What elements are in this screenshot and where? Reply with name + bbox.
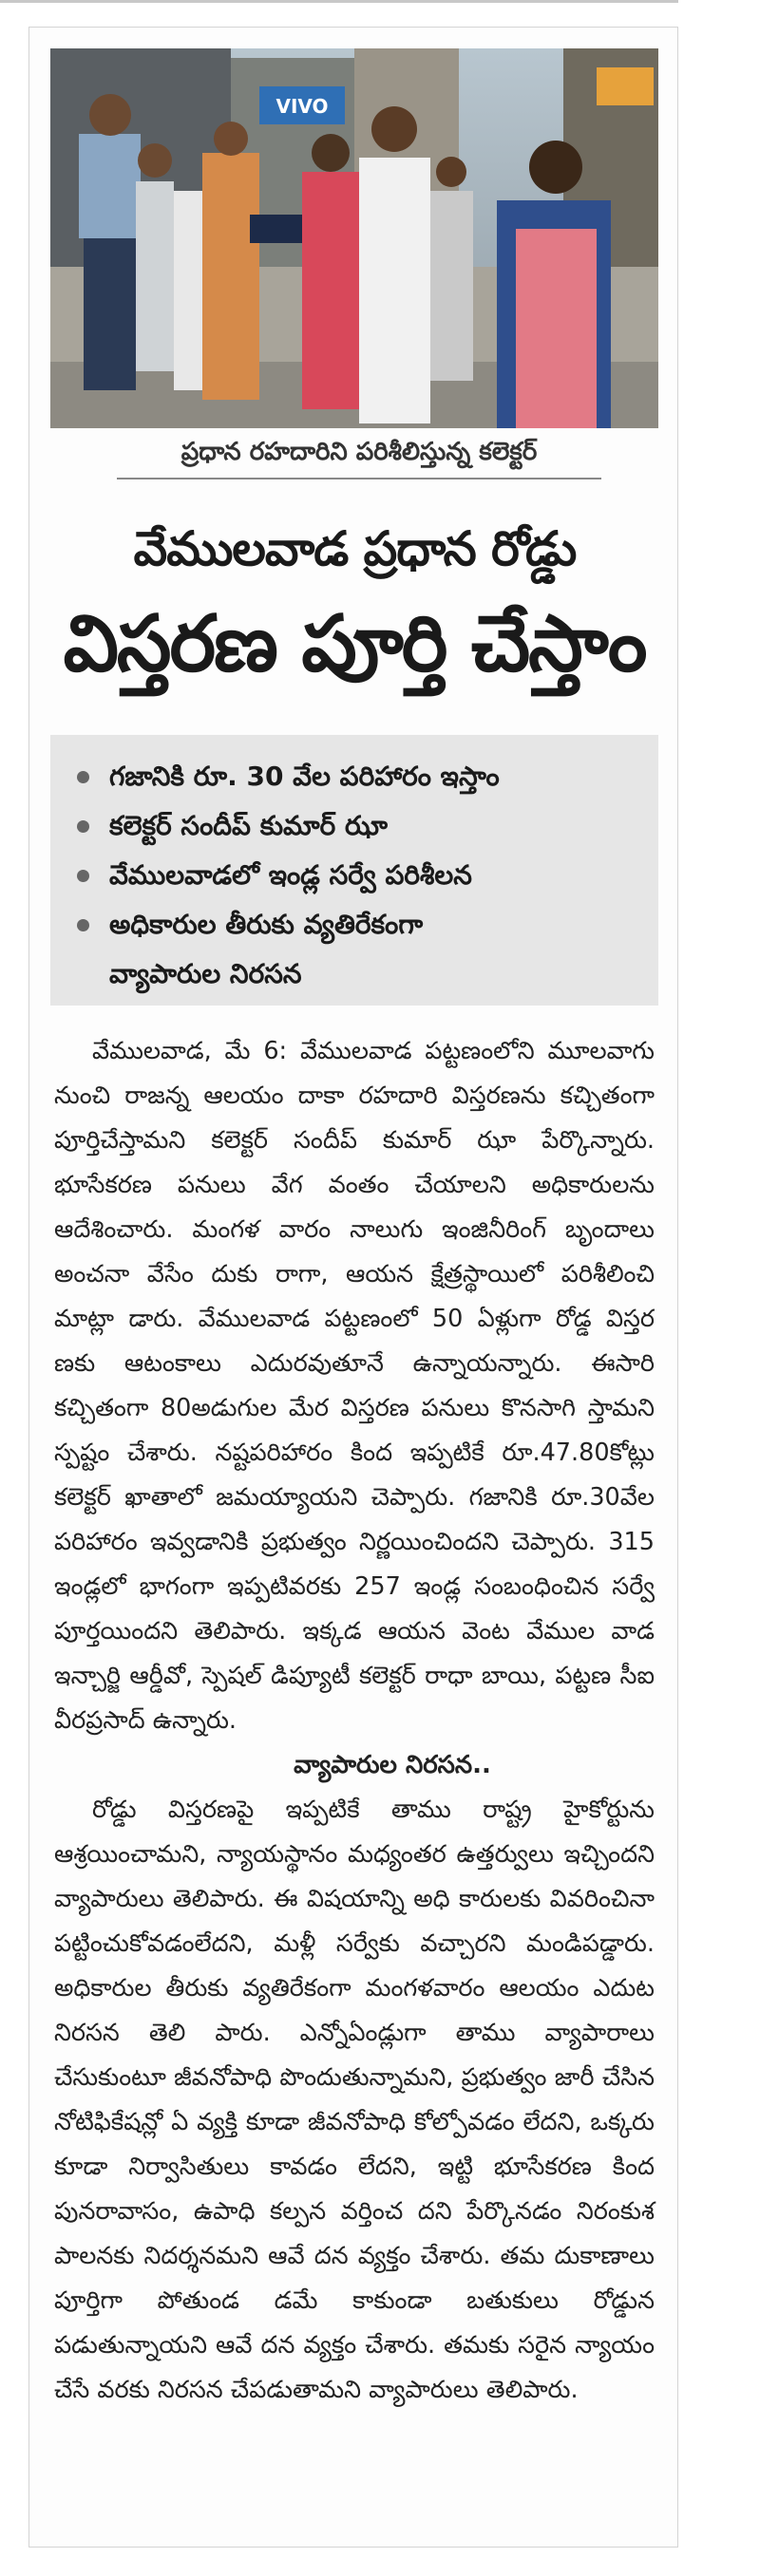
article-paragraph-2: రోడ్డు విస్తరణపై ఇప్పటికే తాము రాష్ట్ర హైకోర్టును ఆశ్రయించామని, న్యాయస్థానం మధ్యంతర ఉత్తర్వులు ఇచ్చిందని వ్యాపారులు తెలిపారు. ఈ విషయాన్ని అధి కారులకు వివరించినా పట్టించుకోవడంలేదని, మళ్లీ సర్వేకు వచ్చారని మండిపడ్డారు. అధికారుల తీరుకు వ్యతిరేకంగా మంగళవారం ఆలయం ఎదుట నిరసన తెలి పారు. ఎన్నోఏండ్లుగా తాము వ్యాపారాలు చేసుకుంటూ జీవనోపాధి పొందుతున్నామని, ప్రభుత్వం జారీ చేసిన నోటిఫికేషన్లో ఏ వ్యక్తి కూడా జీవనోపాధి కోల్పోవడం లేదని, ఒక్కరు కూడా నిర్వాసితులు కావడం లేదని, ఇట్టి భూసేకరణ కింద పునరావాసం, ఉపాధి కల్పన వర్తించ దని పేర్కొనడం నిరంకుశ పాలనకు నిదర్శనమని ఆవే దన వ్యక్తం చేశారు. తమ దుకాణాలు పూర్తిగా పోతుండ డమే కాకుండా బతుకులు రోడ్డున పడుతున్నాయని ఆవే దన వ్యక్తం చేశారు. తమకు సరైన న్యాయం చేసే వరకు నిరసన చేపడుతామని వ్యాపారులు తెలిపారు. — [54, 1796, 655, 2404]
highlight-item — [71, 801, 639, 851]
bullet-icon — [77, 771, 89, 783]
sub-headline: వేములవాడ ప్రధాన రోడ్డు — [133, 521, 577, 576]
highlight-item — [71, 900, 639, 950]
highlight-text: గజానికి రూ. 30 వేల పరిహారం ఇస్తాం — [109, 761, 500, 792]
top-divider — [0, 0, 678, 3]
vivo-sign: VIVO — [276, 95, 329, 118]
news-clipping — [28, 27, 678, 2548]
bullet-icon — [77, 919, 89, 931]
highlight-text: వేములవాడలో ఇండ్ల సర్వే పరిశీలన — [109, 859, 472, 891]
photo-caption: ప్రధాన రహదారిని పరిశీలిస్తున్న కలెక్టర్ — [117, 438, 601, 479]
highlight-item — [71, 851, 639, 900]
article-subhead: వ్యాపారుల నిరసన.. — [294, 1751, 491, 1779]
article-paragraph-1: వేములవాడ, మే 6: వేములవాడ పట్టణంలోని మూలవాగు నుంచి రాజన్న ఆలయం దాకా రహదారి విస్తరణను కచ్చితంగా పూర్తిచేస్తామని కలెక్టర్ సందీప్ కుమార్ ఝా పేర్కొన్నారు. భూసేకరణ పనులు వేగ వంతం చేయాలని అధికారులను ఆదేశించారు. మంగళ వారం నాలుగు ఇంజినీరింగ్ బృందాలు అంచనా వేసేం దుకు రాగా, ఆయన క్షేత్రస్థాయిలో పరిశీలించి మాట్లా డారు. వేములవాడ పట్టణంలో 50 ఏళ్లుగా రోడ్డ విస్తర ణకు ఆటంకాలు ఎదురవుతూనే ఉన్నాయన్నారు. ఈసారి కచ్చితంగా 80అడుగుల మేర విస్తరణ పనులు కొనసాగి స్తామని స్పష్టం చేశారు. నష్టపరిహారం కింద ఇప్పటికే రూ.47.80కోట్లు కలెక్టర్ ఖాతాలో జమయ్యాయని చెప్పారు. గజానికి రూ.30వేల పరిహారం ఇవ్వడానికి ప్రభుత్వం నిర్ణయించిందని చెప్పారు. 315 ఇండ్లలో భాగంగా ఇప్పటివరకు 257 ఇండ్ల సంబంధించిన సర్వే పూర్తయిందని తెలిపారు. ఇక్కడ ఆయన వెంట వేముల వాడ ఇన్చార్జి ఆర్డీవో, స్పెషల్ డిప్యూటీ కలెక్టర్ రాధా బాయి, పట్టణ సీఐ వీరప్రసాద్ ఉన్నారు. — [54, 1037, 655, 1735]
news-photo — [50, 48, 658, 428]
collector-inspection-photo — [50, 48, 658, 428]
bullet-icon — [77, 820, 89, 833]
highlight-text: అధికారుల తీరుకు వ్యతిరేకంగా — [109, 909, 424, 940]
highlight-continuation: వ్యాపారుల నిరసన — [109, 958, 302, 989]
main-headline: విస్తరణ పూర్తి చేస్తాం — [63, 599, 646, 689]
highlights-box — [50, 735, 658, 1006]
highlight-item — [71, 752, 639, 801]
article-body — [54, 1029, 655, 2413]
bullet-icon — [77, 870, 89, 882]
highlight-text: కలెక్టర్ సందీప్ కుమార్ ఝా — [109, 810, 388, 841]
